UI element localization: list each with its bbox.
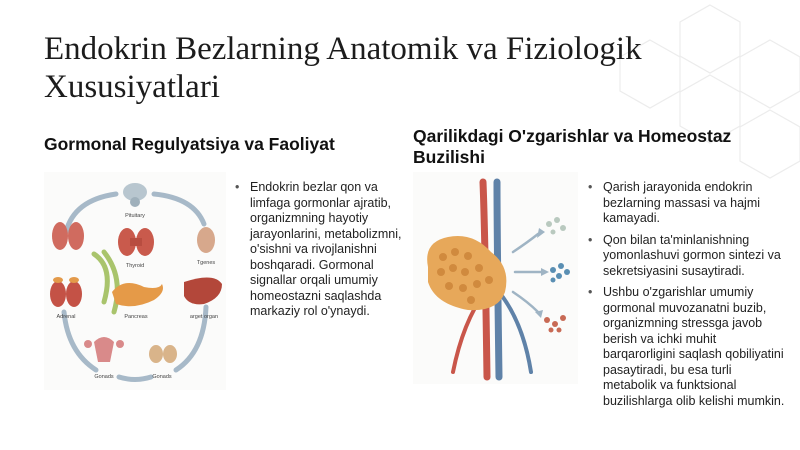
label-thyroid: Thyroid: [125, 263, 145, 269]
right-bullet-item: • Qarish jarayonida endokrin bezlarning massasi va hajmi kamayadi.: [588, 180, 788, 227]
left-section-heading: Gormonal Regulyatsiya va Faoliyat: [44, 134, 335, 154]
label-pancreas: Pancreas: [124, 314, 148, 320]
thymus-organ: [197, 227, 215, 253]
left-bullet-item: • Endokrin bezlar qon va limfaga gormonlar ajratib, organizmning hayotiy jarayonlarini, metabolizmni, o'sishni va rivojlanishni boshqaradi. Gormonal signallar orqali umumiy homeostazni saqlashda markaziy rol o'ynaydi.: [235, 180, 403, 320]
right-bullet-item: • Ushbu o'zgarishlar umumiy gormonal muvozanatni buzib, organizmning stressga javob berish va ichki muhit barqarorligini saqlash qobiliyatini pasaytiradi, bu esa turli metabolik va funktsional buzilishlarga olib kelishi mumkin.: [588, 285, 788, 409]
label-gonads-right: Gonads: [152, 374, 172, 380]
right-bullet-list: [588, 180, 788, 415]
label-pituitary: Pituitary: [125, 213, 145, 219]
label-adrenal: Adrenal: [56, 314, 76, 320]
aging-gland-illustration: [413, 172, 578, 384]
label-gonads-left: Gonads: [94, 374, 114, 380]
left-bullet-list: [235, 180, 403, 326]
endocrine-system-diagram: [44, 172, 226, 390]
right-bullet-item: • Qon bilan ta'minlanishning yomonlashuvi gormon sintezi va sekretsiyasini susaytiradi.: [588, 233, 788, 280]
label-target-organ: arget organ: [189, 314, 219, 320]
right-section-heading: Qarilikdagi O'zgarishlar va Homeostaz Buzilishi: [413, 126, 732, 167]
slide-title: Endokrin Bezlarning Anatomik va Fiziologik Xususiyatlari: [44, 31, 642, 105]
label-thymus: Tgenes: [196, 260, 216, 266]
